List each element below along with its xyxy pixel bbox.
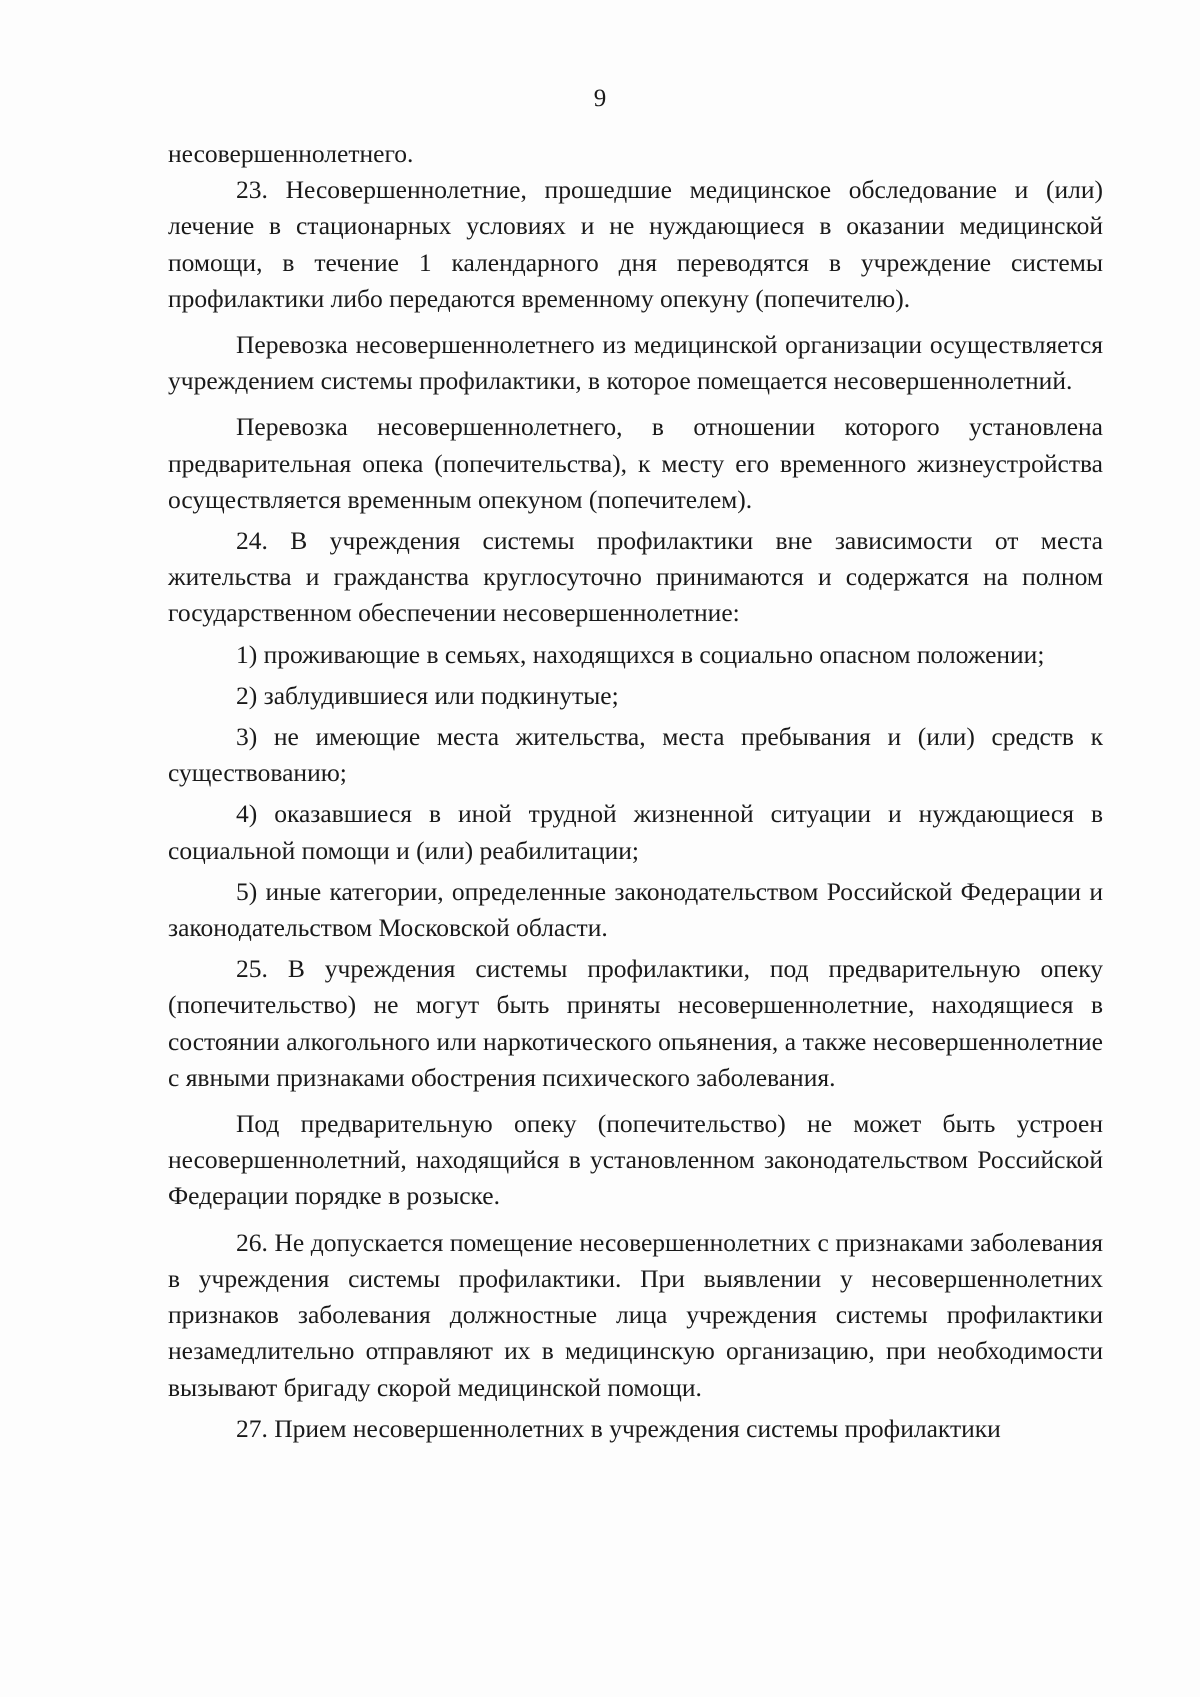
list-item-2: 2) заблудившиеся или подкинутые; [236,680,619,710]
page-number: 9 [593,85,607,112]
document-body [168,136,1103,1447]
paragraph-continuation: несовершеннолетнего. [168,139,414,168]
list-item-3: 3) не имеющие места жительства, места пребывания и (или) средств к существованию; [168,722,1103,788]
paragraph-transport-guardian: Перевозка несовершеннолетнего, в отношении которого установлена предварительная опека (попечительства), к месту его временного жизнеустройства осуществляется временным опекуном (попечителем). [168,412,1103,514]
paragraph-transport-medical: Перевозка несовершеннолетнего из медицинской организации осуществляется учреждением системы профилактики, в которое помещается несовершеннолетний. [168,330,1103,396]
list-item-1: 1) проживающие в семьях, находящихся в социально опасном положении; [236,639,1045,669]
list-item-4: 4) оказавшиеся в иной трудной жизненной ситуации и нуждающиеся в социальной помощи и (или) реабилитации; [168,799,1103,865]
paragraph-item-26: 26. Не допускается помещение несовершеннолетних с признаками заболевания в учреждения системы профилактики. При выявлении у несовершеннолетних признаков заболевания должностные лица учреждения системы профилактики незамедлительно отправляют их в медицинскую организацию, при необходимости вызывают бригаду скорой медицинской помощи. [168,1227,1103,1402]
paragraph-item-25: 25. В учреждения системы профилактики, под предварительную опеку (попечительство) не могут быть приняты несовершеннолетние, находящиеся в состоянии алкогольного или наркотического опьянения, а также несовершеннолетние с явными признаками обострения психического заболевания. [168,954,1103,1092]
paragraph-item-24: 24. В учреждения системы профилактики вне зависимости от места жительства и гражданства круглосуточно принимаются и содержатся на полном государственном обеспечении несовершеннолетние: [168,526,1103,628]
paragraph-guardianship-search: Под предварительную опеку (попечительство) не может быть устроен несовершеннолетний, находящийся в установленном законодательством Российской Федерации порядке в розыске. [168,1109,1103,1211]
paragraph-item-23: 23. Несовершеннолетние, прошедшие медицинское обследование и (или) лечение в стационарных условиях и не нуждающиеся в оказании медицинской помощи, в течение 1 календарного дня переводятся в учреждение системы профилактики либо передаются временному опекуну (попечителю). [168,175,1103,313]
paragraph-item-27: 27. Прием несовершеннолетних в учреждения системы профилактики [236,1413,1001,1443]
list-item-5: 5) иные категории, определенные законодательством Российской Федерации и законодательством Московской области. [168,876,1103,943]
